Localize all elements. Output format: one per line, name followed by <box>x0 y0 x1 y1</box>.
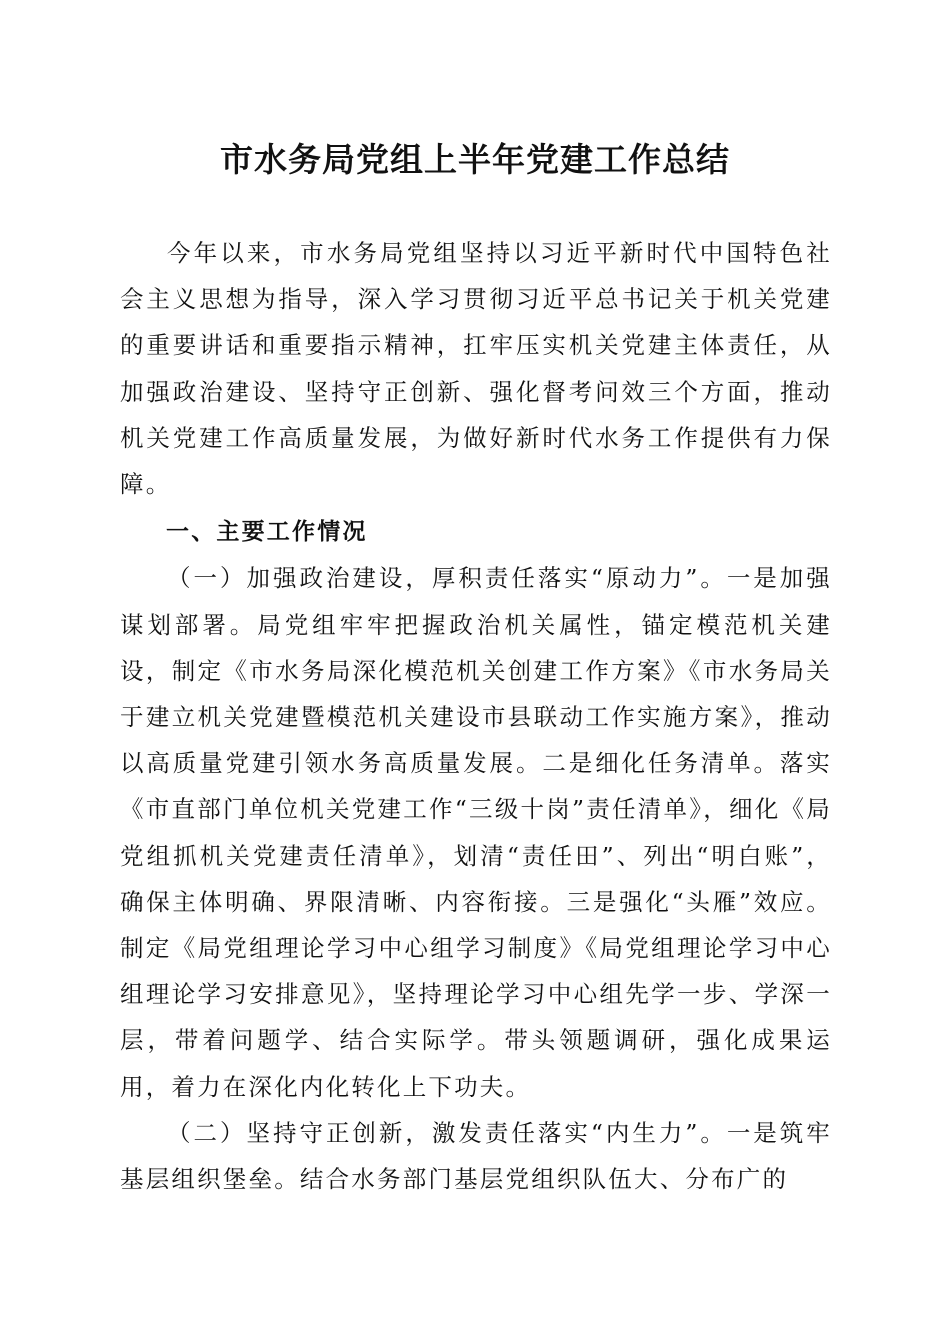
subsection-1-paragraph: （一）加强政治建设，厚积责任落实“原动力”。一是加强谋划部署。局党组牢牢把握政治机关属性，锚定模范机关建设，制定《市水务局深化模范机关创建工作方案》《市水务局关于建立机关党建暨模范机关建设市县联动工作实施方案》，推动以高质量党建引领水务高质量发展。二是细化任务清单。落实《市直部门单位机关党建工作“三级十岗”责任清单》，细化《局党组抓机关党建责任清单》，划清“责任田”、列出“明白账”，确保主体明确、界限清晰、内容衔接。三是强化“头雁”效应。制定《局党组理论学习中心组学习制度》《局党组理论学习中心组理论学习安排意见》，坚持理论学习中心组先学一步、学深一层，带着问题学、结合实际学。带头领题调研，强化成果运用，着力在深化内化转化上下功夫。 <box>120 564 832 1101</box>
subsection-2-paragraph: （二）坚持守正创新，激发责任落实“内生力”。一是筑牢基层组织堡垒。结合水务部门基层党组织队伍大、分布广的 <box>120 1118 832 1194</box>
intro-paragraph: 今年以来，市水务局党组坚持以习近平新时代中国特色社会主义思想为指导，深入学习贯彻习近平总书记关于机关党建的重要讲话和重要指示精神，扛牢压实机关党建主体责任，从加强政治建设、坚持守正创新、强化督考问效三个方面，推动机关党建工作高质量发展，为做好新时代水务工作提供有力保障。 <box>120 239 832 499</box>
document-body <box>120 230 832 1202</box>
section-heading: 一、主要工作情况 <box>166 519 368 546</box>
document-title: 市水务局党组上半年党建工作总结 <box>220 140 730 179</box>
